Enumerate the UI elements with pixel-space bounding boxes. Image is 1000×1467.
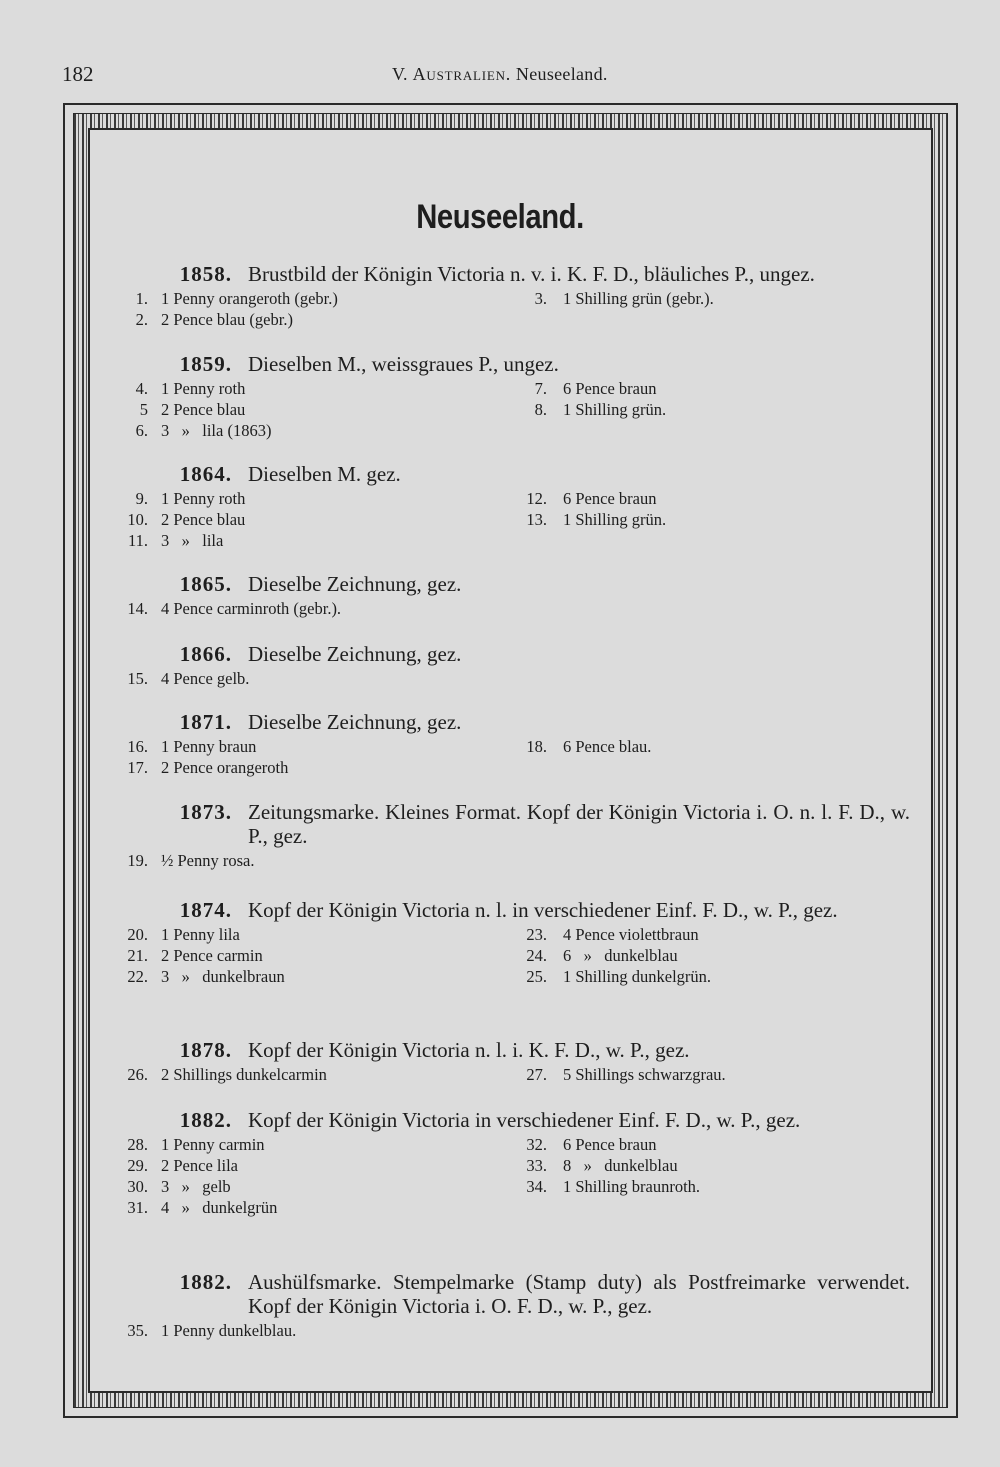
stamp-list (120, 924, 910, 987)
stamp-list (120, 850, 910, 871)
issue-header (120, 352, 910, 376)
issue-year: 1859. (179, 352, 232, 376)
stamp-entry (120, 1155, 523, 1176)
stamp-description: 8 » dunkelblau (563, 1156, 678, 1175)
stamp-entry (120, 1064, 523, 1085)
stamp-description: 1 Shilling dunkelgrün. (563, 967, 712, 986)
stamp-description: 1 Shilling braunroth. (563, 1177, 701, 1196)
stamp-entry (120, 945, 523, 966)
stamp-number: 35. (127, 1321, 148, 1340)
stamp-entry (120, 1320, 523, 1341)
stamp-description: 1 Penny braun (161, 737, 257, 756)
issue-year: 1882. (179, 1270, 232, 1294)
issue-description: Kopf der Königin Victoria n. l. in verschiedener Einf. F. D., w. P., gez. (248, 898, 838, 922)
issue-year: 1871. (179, 710, 232, 734)
issue-year: 1858. (179, 262, 232, 286)
stamp-description: 6 Pence braun (563, 379, 657, 398)
stamp-column-left (120, 1320, 523, 1341)
stamp-description: 3 » lila (161, 531, 224, 550)
stamp-column-left (120, 1064, 523, 1085)
issue-year: 1878. (179, 1038, 232, 1062)
stamp-number: 19. (127, 851, 148, 870)
page-number: 182 (62, 62, 94, 86)
issue-block (120, 898, 910, 987)
stamp-entry (120, 966, 523, 987)
stamp-description: 6 Pence blau. (563, 737, 652, 756)
stamp-description: 1 Penny orangeroth (gebr.) (161, 289, 338, 308)
stamp-number: 14. (127, 599, 148, 618)
stamp-number: 26. (127, 1065, 148, 1084)
stamp-number: 22. (127, 967, 148, 986)
issue-block (120, 262, 910, 330)
issue-year: 1874. (179, 898, 232, 922)
stamp-column-left (120, 736, 523, 778)
stamp-description: 2 Pence orangeroth (161, 758, 289, 777)
stamp-entry (120, 399, 523, 420)
stamp-number: 27. (526, 1065, 547, 1084)
issue-block (120, 642, 910, 689)
stamp-entry (120, 924, 523, 945)
stamp-column-left (120, 850, 523, 871)
issue-description: Kopf der Königin Victoria in verschiedener Einf. F. D., w. P., gez. (248, 1108, 801, 1132)
issue-block (120, 1038, 910, 1085)
stamp-description: 1 Penny roth (161, 489, 246, 508)
issue-description: Dieselbe Zeichnung, gez. (248, 710, 462, 734)
stamp-description: 6 Pence braun (563, 1135, 657, 1154)
stamp-number: 10. (127, 510, 148, 529)
stamp-number: 24. (526, 946, 547, 965)
stamp-number: 16. (127, 737, 148, 756)
stamp-entry (120, 488, 523, 509)
stamp-column-right (523, 598, 910, 619)
stamp-list (120, 1134, 910, 1218)
stamp-entry (120, 509, 523, 530)
stamp-description: 1 Shilling grün. (563, 510, 667, 529)
stamp-description: ½ Penny rosa. (161, 851, 255, 870)
stamp-description: 4 Pence gelb. (161, 669, 250, 688)
stamp-number: 1. (135, 289, 148, 308)
stamp-list (120, 1064, 910, 1085)
stamp-description: 2 Pence blau (161, 400, 246, 419)
stamp-number: 3. (534, 289, 547, 308)
issue-description: Dieselbe Zeichnung, gez. (248, 572, 462, 596)
stamp-column-right (523, 488, 910, 551)
stamp-entry (523, 945, 910, 966)
stamp-description: 6 » dunkelblau (563, 946, 678, 965)
stamp-number: 7. (534, 379, 547, 398)
stamp-entry (523, 966, 910, 987)
stamp-number: 30. (127, 1177, 148, 1196)
issue-year: 1866. (179, 642, 232, 666)
issue-header (120, 1270, 910, 1318)
stamp-description: 2 Shillings dunkelcarmin (161, 1065, 327, 1084)
issue-header (120, 1108, 910, 1132)
stamp-column-right (523, 1134, 910, 1218)
stamp-number: 4. (135, 379, 148, 398)
stamp-list (120, 488, 910, 551)
issue-header (120, 800, 910, 848)
issue-description: Aushülfsmarke. Stempelmarke (Stamp duty) als Postfreimarke verwendet. Kopf der Königin Victoria i. O. F. D., w. P., gez. (248, 1270, 910, 1318)
issue-block (120, 710, 910, 778)
stamp-description: 1 Penny roth (161, 379, 246, 398)
stamp-column-right (523, 1064, 910, 1085)
stamp-number: 21. (127, 946, 148, 965)
issue-header (120, 642, 910, 666)
stamp-number: 33. (526, 1156, 547, 1175)
stamp-description: 1 Shilling grün (gebr.). (563, 289, 714, 308)
stamp-description: 6 Pence braun (563, 489, 657, 508)
stamp-description: 4 Pence violettbraun (563, 925, 699, 944)
stamp-entry (120, 757, 523, 778)
issue-year: 1882. (179, 1108, 232, 1132)
issue-description: Dieselbe Zeichnung, gez. (248, 642, 462, 666)
stamp-entry (523, 1176, 910, 1197)
issue-year: 1864. (179, 462, 232, 486)
stamp-column-right (523, 850, 910, 871)
stamp-entry (523, 378, 910, 399)
stamp-description: 1 Penny lila (161, 925, 240, 944)
issue-year: 1873. (179, 800, 232, 824)
stamp-number: 29. (127, 1156, 148, 1175)
stamp-description: 3 » gelb (161, 1177, 231, 1196)
stamp-number: 2. (135, 310, 148, 329)
stamp-number: 8. (534, 400, 547, 419)
stamp-column-left (120, 1134, 523, 1218)
issue-description: Dieselben M., weissgraues P., ungez. (248, 352, 559, 376)
stamp-description: 1 Penny dunkelblau. (161, 1321, 297, 1340)
issue-description: Brustbild der Königin Victoria n. v. i. K. F. D., bläuliches P., ungez. (248, 262, 815, 286)
issue-block (120, 800, 910, 871)
stamp-entry (523, 288, 910, 309)
stamp-column-left (120, 488, 523, 551)
stamp-number: 25. (526, 967, 547, 986)
issue-header (120, 1038, 910, 1062)
stamp-list (120, 378, 910, 441)
stamp-entry (523, 924, 910, 945)
stamp-column-left (120, 288, 523, 330)
stamp-description: 3 » dunkelbraun (161, 967, 285, 986)
stamp-description: 2 Pence lila (161, 1156, 238, 1175)
stamp-column-left (120, 378, 523, 441)
issue-block (120, 1108, 910, 1218)
stamp-description: 1 Shilling grün. (563, 400, 667, 419)
stamp-description: 4 Pence carminroth (gebr.). (161, 599, 342, 618)
stamp-number: 11. (127, 531, 148, 550)
stamp-list (120, 1320, 910, 1341)
stamp-description: 3 » lila (1863) (161, 421, 272, 440)
stamp-entry (523, 399, 910, 420)
stamp-number: 9. (135, 489, 148, 508)
issue-block (120, 1270, 910, 1341)
stamp-number: 13. (526, 510, 547, 529)
stamp-column-left (120, 924, 523, 987)
issue-header (120, 710, 910, 734)
stamp-entry (120, 1176, 523, 1197)
issue-block (120, 572, 910, 619)
country-heading: Neuseeland. (416, 198, 584, 236)
issue-header (120, 462, 910, 486)
stamp-entry (120, 420, 523, 441)
issue-header (120, 898, 910, 922)
issue-year: 1865. (179, 572, 232, 596)
stamp-column-right (523, 378, 910, 441)
stamp-description: 2 Pence blau (161, 510, 246, 529)
stamp-entry (523, 736, 910, 757)
stamp-entry (120, 1134, 523, 1155)
stamp-entry (523, 509, 910, 530)
stamp-column-right (523, 736, 910, 778)
stamp-column-right (523, 288, 910, 330)
stamp-number: 17. (127, 758, 148, 777)
stamp-entry (120, 530, 523, 551)
stamp-entry (120, 668, 523, 689)
stamp-description: 2 Pence blau (gebr.) (161, 310, 293, 329)
stamp-number: 34. (526, 1177, 547, 1196)
stamp-number: 12. (526, 489, 547, 508)
stamp-description: 4 » dunkelgrün (161, 1198, 278, 1217)
stamp-number: 6. (135, 421, 148, 440)
stamp-entry (120, 598, 523, 619)
stamp-number: 5 (139, 400, 148, 419)
stamp-entry (120, 736, 523, 757)
stamp-list (120, 736, 910, 778)
stamp-column-right (523, 924, 910, 987)
stamp-list (120, 668, 910, 689)
stamp-column-right (523, 668, 910, 689)
stamp-entry (120, 309, 523, 330)
issue-block (120, 352, 910, 441)
stamp-number: 31. (127, 1198, 148, 1217)
stamp-number: 32. (526, 1135, 547, 1154)
stamp-number: 15. (127, 669, 148, 688)
issue-description: Kopf der Königin Victoria n. l. i. K. F. D., w. P., gez. (248, 1038, 690, 1062)
stamp-description: 2 Pence carmin (161, 946, 263, 965)
stamp-entry (523, 1134, 910, 1155)
stamp-entry (523, 488, 910, 509)
issue-header (120, 262, 910, 286)
stamp-entry (120, 288, 523, 309)
issue-block (120, 462, 910, 551)
running-title: V. Australien. Neuseeland. (392, 64, 608, 84)
stamp-list (120, 288, 910, 330)
stamp-column-left (120, 598, 523, 619)
stamp-description: 1 Penny carmin (161, 1135, 265, 1154)
stamp-number: 28. (127, 1135, 148, 1154)
stamp-description: 5 Shillings schwarzgrau. (563, 1065, 726, 1084)
stamp-list (120, 598, 910, 619)
stamp-entry (523, 1064, 910, 1085)
stamp-entry (120, 378, 523, 399)
stamp-number: 18. (526, 737, 547, 756)
issue-description: Zeitungsmarke. Kleines Format. Kopf der Königin Victoria i. O. n. l. F. D., w. P., gez. (248, 800, 910, 848)
stamp-number: 20. (127, 925, 148, 944)
stamp-column-right (523, 1320, 910, 1341)
stamp-entry (120, 850, 523, 871)
stamp-column-left (120, 668, 523, 689)
issue-header (120, 572, 910, 596)
stamp-entry (523, 1155, 910, 1176)
stamp-entry (120, 1197, 523, 1218)
stamp-number: 23. (526, 925, 547, 944)
issue-description: Dieselben M. gez. (248, 462, 401, 486)
